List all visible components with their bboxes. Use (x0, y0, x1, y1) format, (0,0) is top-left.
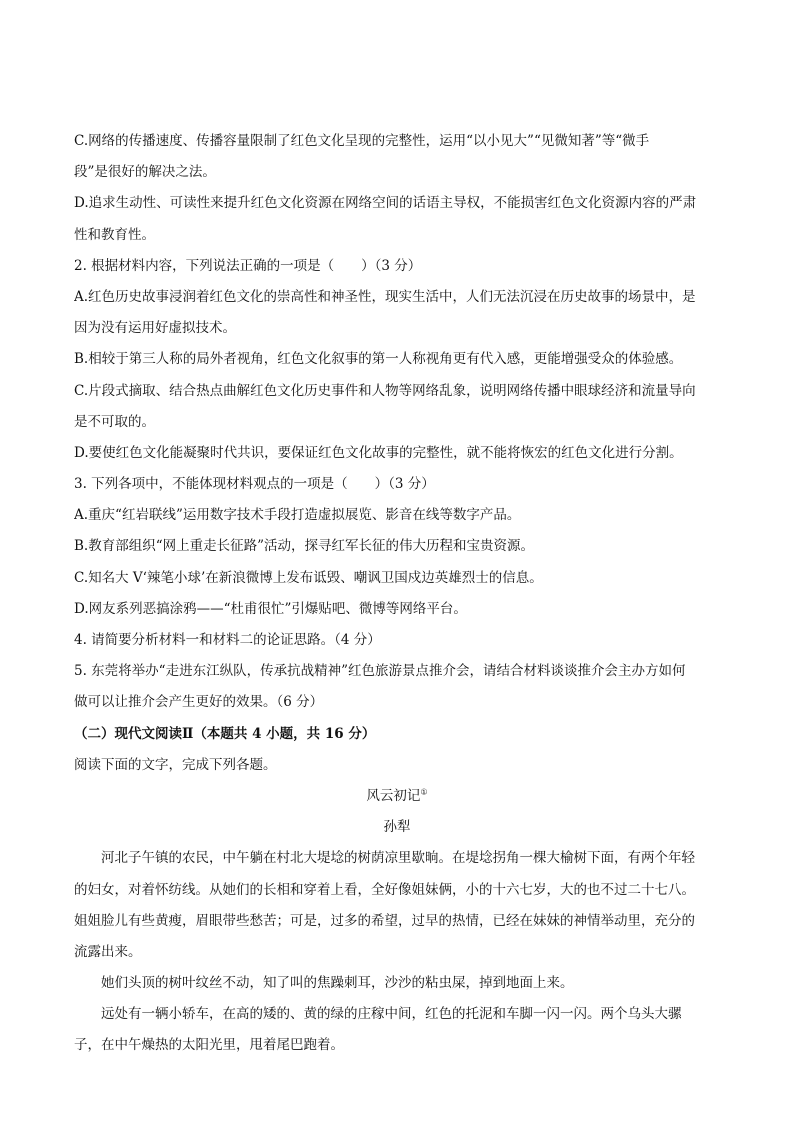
text-line: D.网友系列恶搞涂鸦——“杜甫很忙”引爆贴吧、微博等网络平台。 (74, 600, 467, 617)
article-author: 孙犁 (383, 819, 411, 836)
question-line: 4. 请简要分析材料一和材料二的论证思路。（4 分） (74, 632, 381, 648)
text-line: 是不可取的。 (74, 413, 155, 430)
text-line: D.追求生动性、可读性来提升红色文化资源在网络空间的话语主导权，不能损害红色文化资源内容的严肃 (74, 195, 697, 212)
paragraph-line: 的妇女，对着怀纺线。从她们的长相和穿着上看，全好像姐妹俩，小的十六七岁，大的也不过二十七八。 (74, 881, 695, 898)
paragraph-line: 河北子午镇的农民，中午躺在村北大堤埝的树荫凉里歇晌。在堤埝拐角一棵大榆树下面，有两个年轻 (101, 850, 695, 867)
text-line: 段”是很好的解决之法。 (74, 164, 216, 181)
footnote-marker: ① (420, 787, 428, 797)
question-line: 2. 根据材料内容，下列说法正确的一项是（ ）（3 分） (74, 257, 422, 274)
text-line: B.相较于第三人称的局外者视角，红色文化叙事的第一人称视角更有代入感，更能增强受众的体验感。 (74, 351, 683, 368)
question-line: 3. 下列各项中，不能体现材料观点的一项是（ ）（3 分） (74, 476, 435, 493)
paragraph-line: 她们头顶的树叶纹丝不动，知了叫的焦躁刺耳，沙沙的粘虫屎，掉到地面上来。 (101, 975, 574, 992)
text-line: C.知名大 V‘辣笔小球’在新浪微博上发布诋毁、嘲讽卫国戍边英雄烈士的信息。 (74, 569, 543, 586)
text-line: C.片段式摘取、结合热点曲解红色文化历史事件和人物等网络乱象，说明网络传播中眼球经济和流量导向 (74, 382, 696, 399)
text-line: 性和教育性。 (74, 226, 155, 243)
paragraph-line: 流露出来。 (74, 943, 142, 960)
text-line: C.网络的传播速度、传播容量限制了红色文化呈现的完整性，运用“以小见大”“见微知著”等“微手 (74, 133, 650, 149)
paragraph-line: 姐姐脸儿有些黄瘦，眉眼带些愁苦；可是，过多的希望，过早的热情，已经在妹妹的神情举动里，充分的 (74, 912, 695, 929)
text-line: 做可以让推介会产生更好的效果。（6 分） (74, 694, 324, 711)
paragraph-line: 子，在中午燥热的太阳光里，甩着尾巴跑着。 (74, 1037, 344, 1054)
document-page (74, 126, 720, 1062)
article-title: 风云初记① (366, 787, 428, 804)
text-line: 因为没有运用好虚拟技术。 (74, 320, 236, 337)
text-line: A.红色历史故事浸润着红色文化的崇高性和神圣性，现实生活中，人们无法沉浸在历史故事的场景中，是 (74, 288, 696, 305)
section-heading: （二）现代文阅读Ⅱ（本题共 4 小题，共 16 分） (74, 725, 376, 742)
text-line: B.教育部组织“网上重走长征路”活动，探寻红军长征的伟大历程和宝贵资源。 (74, 538, 535, 555)
text-line: A.重庆“红岩联线”运用数字技术手段打造虚拟展览、影音在线等数字产品。 (74, 507, 521, 524)
question-line: 5. 东莞将举办“走进东江纵队，传承抗战精神”红色旅游景点推介会，请结合材料谈谈推介会主办方如何 (74, 663, 686, 680)
instruction-line: 阅读下面的文字，完成下列各题。 (74, 756, 277, 773)
paragraph-line: 远处有一辆小轿车，在高的矮的、黄的绿的庄稼中间，红色的托泥和车脚一闪一闪。两个乌头大骡 (101, 1006, 682, 1023)
text-line: D.要使红色文化能凝聚时代共识，要保证红色文化故事的完整性，就不能将恢宏的红色文化进行分割。 (74, 444, 683, 461)
